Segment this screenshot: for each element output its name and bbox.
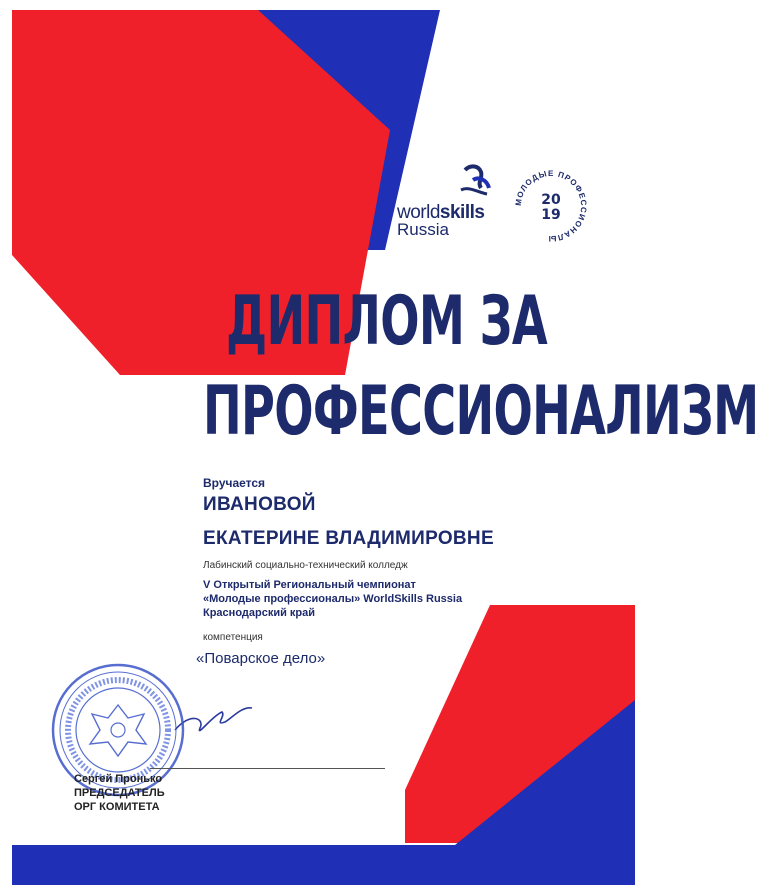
svg-text:20: 20 — [541, 192, 561, 208]
awarded-label: Вручается — [203, 476, 266, 490]
worldskills-logo — [397, 160, 507, 240]
institution-name: Лабинский социально-технический колледж — [203, 560, 408, 571]
bottom-blue-band — [12, 845, 635, 885]
championship-line3: Краснодарский край — [203, 607, 316, 619]
diploma-title-line1: ДИПЛОМ ЗА — [226, 282, 547, 361]
championship-line1: V Открытый Региональный чемпионат — [203, 579, 416, 591]
signatory-position-line1: ПРЕДСЕДАТЕЛЬ — [74, 787, 165, 799]
recipient-surname: ИВАНОВОЙ — [203, 494, 316, 515]
recipient-name: ЕКАТЕРИНЕ ВЛАДИМИРОВНЕ — [203, 528, 494, 549]
diploma-title-line2: ПРОФЕССИОНАЛИЗМ — [203, 372, 758, 451]
worldskills-emblem-icon — [457, 160, 497, 200]
signature-scribble — [175, 708, 252, 731]
worldskills-wordmark: worldskills — [397, 202, 485, 223]
worldskills-country: Russia — [397, 220, 449, 239]
seal-eagle — [90, 705, 146, 756]
competence-label: компетенция — [203, 632, 263, 643]
young-professionals-badge — [513, 168, 589, 244]
championship-line2: «Молодые профессионалы» WorldSkills Russia — [203, 593, 463, 605]
signature-line — [150, 768, 385, 769]
svg-text:19: 19 — [541, 207, 561, 223]
signatory-name: Сергей Пронько — [74, 773, 163, 785]
svg-text:МОЛОДЫЕ ПРОФЕССИОНАЛЫ: МОЛОДЫЕ ПРОФЕССИОНАЛЫ — [513, 168, 589, 244]
signatory-position-line2: ОРГ КОМИТЕТА — [74, 801, 160, 813]
competence-name: «Поварское дело» — [196, 650, 326, 667]
